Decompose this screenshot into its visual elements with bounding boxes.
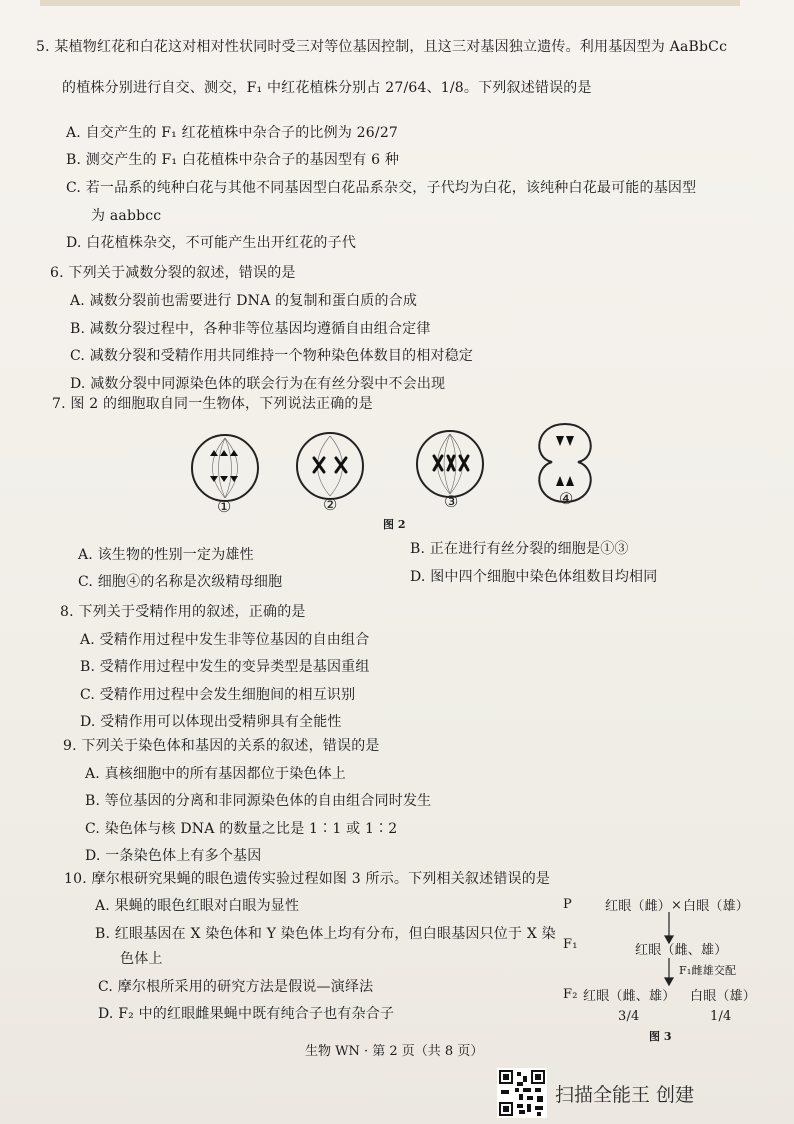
figure-3-arrows: [660, 910, 680, 990]
q5-option-c-line1: C. 若一品系的纯种白花与其他不同基因型白花品系杂交，子代均为白花，该纯种白花最可能的基因型: [66, 180, 697, 196]
fig3-f2-white: 白眼（雄）: [690, 989, 757, 1004]
fig3-f1-red: 红眼（雌、雄）: [635, 943, 728, 958]
q10-stem: 10. 摩尔根研究果蝇的眼色遗传实验过程如图 3 所示。下列相关叙述错误的是: [64, 871, 551, 887]
cell-3-label: ③: [444, 492, 459, 511]
cell-2-label: ②: [323, 495, 338, 514]
cell-4-label: ④: [559, 489, 574, 508]
q10-option-b-line1: B. 红眼基因在 X 染色体和 Y 染色体上均有分布，但白眼基因只位于 X 染: [95, 926, 556, 942]
q5-option-b: B. 测交产生的 F₁ 白花植株中杂合子的基因型有 6 种: [66, 152, 400, 168]
fig3-f1-label: F₁: [563, 937, 578, 952]
q9-option-a: A. 真核细胞中的所有基因都位于染色体上: [85, 766, 347, 782]
fig3-ratio-red: 3/4: [618, 1009, 640, 1024]
q6-option-c: C. 减数分裂和受精作用共同维持一个物种染色体数目的相对稳定: [70, 348, 474, 364]
q6-option-a: A. 减数分裂前也需要进行 DNA 的复制和蛋白质的合成: [70, 293, 418, 309]
qr-code-icon: [497, 1068, 547, 1118]
q7-option-c: C. 细胞④的名称是次级精母细胞: [78, 574, 283, 590]
cell-3-diagram: [417, 431, 483, 497]
q7-stem: 7. 图 2 的细胞取自同一生物体，下列说法正确的是: [52, 396, 373, 412]
q10-option-b-line2: 色体上: [120, 951, 163, 967]
figure-3-caption: 图 3: [649, 1030, 672, 1043]
q9-stem: 9. 下列关于染色体和基因的关系的叙述，错误的是: [63, 738, 380, 754]
q5-stem-line2: 的植株分别进行自交、测交，F₁ 中红花植株分别占 27/64、1/8。下列叙述错误的是: [62, 80, 592, 96]
q9-option-c: C. 染色体与核 DNA 的数量之比是 1∶1 或 1∶2: [85, 821, 398, 837]
fig3-p-label: P: [563, 897, 572, 912]
page-footer: 生物 WN · 第 2 页（共 8 页）: [305, 1044, 484, 1059]
q10-option-a: A. 果蝇的眼色红眼对白眼为显性: [95, 898, 300, 914]
fig3-f2-label: F₂: [563, 987, 578, 1002]
q5-option-d: D. 白花植株杂交，不可能产生出开红花的子代: [66, 235, 357, 251]
q6-option-b: B. 减数分裂过程中，各种非等位基因均遵循自由组合定律: [70, 321, 431, 337]
q6-option-d: D. 减数分裂中同源染色体的联会行为在有丝分裂中不会出现: [70, 376, 446, 392]
q10-option-d: D. F₂ 中的红眼雌果蝇中既有纯合子也有杂合子: [98, 1006, 395, 1022]
cell-2-diagram: [297, 433, 363, 499]
fig3-p-white: 白眼（雄）: [683, 899, 750, 914]
q8-option-a: A. 受精作用过程中发生非等位基因的自由组合: [80, 632, 370, 648]
q10-option-c: C. 摩尔根所采用的研究方法是假说—演绎法: [98, 979, 374, 995]
figure-2-cells: [180, 418, 610, 518]
scanner-watermark: 扫描全能王 创建: [555, 1084, 695, 1106]
q8-stem: 8. 下列关于受精作用的叙述，正确的是: [60, 604, 306, 620]
q5-option-a: A. 自交产生的 F₁ 红花植株中杂合子的比例为 26/27: [66, 125, 399, 141]
q8-option-c: C. 受精作用过程中会发生细胞间的相互识别: [80, 687, 356, 703]
q8-option-d: D. 受精作用可以体现出受精卵具有全能性: [80, 714, 342, 730]
q9-option-b: B. 等位基因的分离和非同源染色体的自由组合同时发生: [85, 793, 432, 809]
q9-option-d: D. 一条染色体上有多个基因: [85, 848, 262, 864]
fig3-f1-mating: F₁雌雄交配: [679, 964, 737, 977]
cell-1-diagram: [192, 435, 258, 501]
figure-2-caption: 图 2: [383, 518, 406, 531]
q7-option-a: A. 该生物的性别一定为雄性: [78, 547, 254, 563]
fig3-ratio-white: 1/4: [710, 1009, 732, 1024]
cell-1-label: ①: [217, 497, 232, 516]
q8-option-b: B. 受精作用过程中发生的变异类型是基因重组: [80, 659, 370, 675]
fig3-cross: ×: [671, 898, 682, 913]
q7-option-b: B. 正在进行有丝分裂的细胞是①③: [410, 541, 629, 557]
q5-stem-line1: 5. 某植物红花和白花这对相对性状同时受三对等位基因控制，且这三对基因独立遗传。利用基因型为 AaBbCc: [36, 39, 728, 55]
q7-option-d: D. 图中四个细胞中染色体组数目均相同: [410, 569, 658, 585]
fig3-p-red: 红眼（雌）: [605, 899, 672, 914]
fig3-f2-red: 红眼（雌、雄）: [583, 989, 676, 1004]
scan-edge: [40, 0, 740, 6]
q5-option-c-line2: 为 aabbcc: [91, 208, 162, 224]
q6-stem: 6. 下列关于减数分裂的叙述，错误的是: [50, 265, 296, 281]
